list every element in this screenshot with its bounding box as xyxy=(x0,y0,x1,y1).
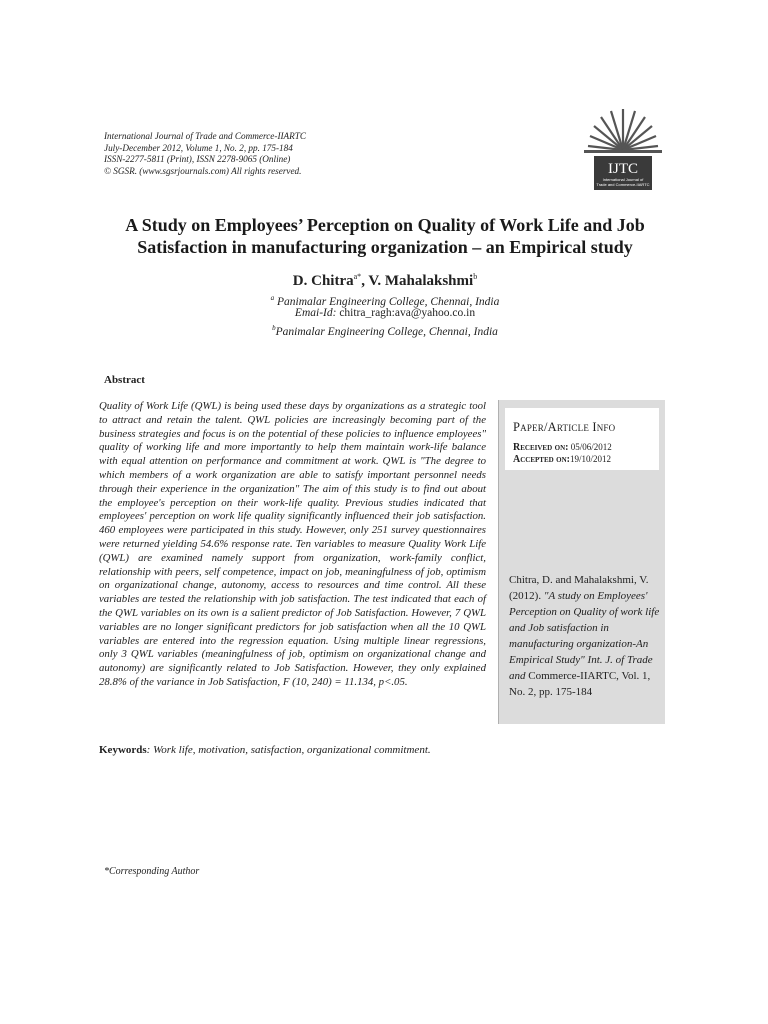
author-separator: , xyxy=(361,273,369,289)
keywords-text: : Work life, motivation, satisfaction, organizational commitment. xyxy=(146,744,431,756)
article-info-sidebar xyxy=(498,400,665,724)
citation-source: Commerce-IIARTC, Vol. 1, No. 2, pp. 175-184 xyxy=(509,670,651,698)
citation-title: "A study on Employees' Perception on Quality of work life and Job satisfaction in manufacturing organization-An Empirical Study" Int. J. of Trade and xyxy=(509,590,660,682)
logo-subtext-1: International Journal of xyxy=(602,177,644,182)
accepted-date: 19/10/2012 xyxy=(570,454,612,464)
journal-issn: ISSN-2277-5811 (Print), ISSN 2278-9065 (Online) xyxy=(104,154,291,164)
author-email xyxy=(180,306,590,320)
abstract-heading: Abstract xyxy=(104,374,145,386)
received-date-line xyxy=(513,442,612,453)
affiliation-text: Panimalar Engineering College, Chennai, India xyxy=(274,295,500,308)
accepted-date-line xyxy=(513,454,611,465)
journal-info xyxy=(104,131,404,177)
author-marker: b xyxy=(473,272,478,281)
citation-authors: Chitra, D. and Mahalakshmi, V. (2012). xyxy=(509,574,649,602)
author-list xyxy=(180,268,590,290)
paper-title: A Study on Employees’ Perception on Quality of Work Life and Job Satisfaction in manufacturing organization – an Empirical study xyxy=(125,215,645,257)
corresponding-author-note: *Corresponding Author xyxy=(104,866,200,877)
citation xyxy=(509,572,661,700)
affiliation-text: Panimalar Engineering College, Chennai, India xyxy=(275,325,498,338)
journal-issue: July-December 2012, Volume 1, No. 2, pp. 175-184 xyxy=(104,142,293,153)
article-info-title: Paper/Article Info xyxy=(513,420,616,434)
author-name: V. Mahalakshmi xyxy=(368,273,474,289)
received-date: 05/06/2012 xyxy=(568,442,612,452)
email-address[interactable]: chitra_ragh:ava@yahoo.co.in xyxy=(339,307,476,319)
article-info-box xyxy=(505,408,659,470)
logo-text: IJTC xyxy=(608,161,638,177)
keywords xyxy=(99,743,486,757)
journal-name: International Journal of Trade and Commerce-IIARTC xyxy=(104,131,307,141)
received-label: Received on: xyxy=(513,442,569,453)
affiliation-marker: b xyxy=(272,324,276,332)
journal-copyright: © SGSR. (www.sgsrjournals.com) All rights reserved. xyxy=(104,165,302,176)
author-marker: a* xyxy=(353,272,362,281)
abstract-text: Quality of Work Life (QWL) is being used these days by organizations as a strategic tool to attract and retain the talent. QWL policies are increasingly becoming part of the business strategies and focus is on the potential of these policies to influence employees" quality of working life and more importantly to help them maintain work-life balance with equal attention on performance and commitment at work. QWL is "The degree to which members of a work organization are able to satisfy important personnel needs through their experience in the organization" The aim of this study is to find out about the employee's perception on their work-life quality. Previous studies indicated that employees' perception on work life quality significantly influenced their job satisfaction. 460 employees were participated in this study. However, only 251 survey questionnaires were returned yielding 54.6% response rate. Ten variables to measure Quality Work Life (QWL) are examined namely support from organization, work-family conflict, relationship with peers, self competence, impact on job, meaningfulness of job, optimism on organizational change, autonomy, access to resources and time control. All these variables are tested the relationship with job satisfaction. The test indicated that each of the QWL variables on its own is a salient predictor of Job Satisfaction. However, 7 QWL variables are no longer significant predictors for job satisfaction when all the 10 QWL variables are entered into the regression equation. Using multiple linear regressions, only 3 QWL variables (meaningfulness of job, optimism on organizational change and autonomy) are significantly related to Job Satisfaction. However, they only explained 28.8% of the variance in Job Satisfaction, F (10, 240) = 11.134, p<.05. xyxy=(99,400,486,688)
affiliation-b xyxy=(180,321,590,339)
keywords-label: Keywords xyxy=(99,744,147,756)
email-label: Emai-Id: xyxy=(294,307,340,319)
affiliation-marker: a xyxy=(270,294,275,302)
logo-subtext-2: Trade and Commerce-IIARTC xyxy=(596,182,650,187)
author-name: D. Chitra xyxy=(292,273,354,289)
ijtc-logo-icon xyxy=(580,106,666,192)
accepted-label: Accepted on: xyxy=(513,454,570,465)
